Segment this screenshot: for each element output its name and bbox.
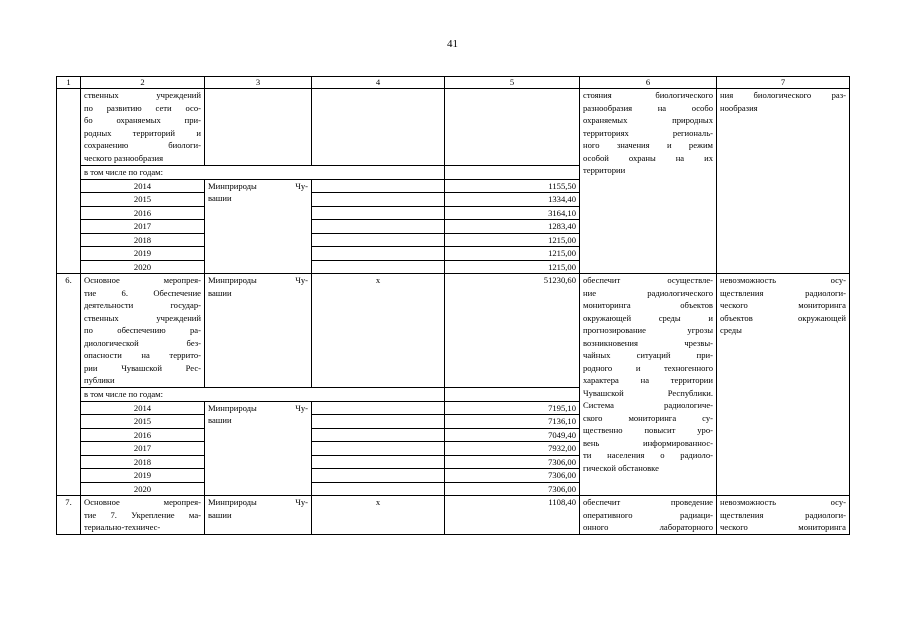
col4-cell (312, 193, 445, 207)
col4-cell (312, 247, 445, 261)
year-cell: 2019 (81, 247, 205, 261)
col4-cell (312, 220, 445, 234)
result-cell: обеспечит проведение оперативного радиаци- онного лабораторного (580, 496, 717, 535)
amount-cell: 7049,40 (445, 428, 580, 442)
risk-cell: невозможность осу- ществления радиологи- ческого мониторинга (717, 496, 850, 535)
amount-cell (445, 166, 580, 180)
by-years-label: в том числе по годам: (81, 166, 445, 180)
col4-cell: х (312, 496, 445, 535)
amount-cell: 1215,00 (445, 247, 580, 261)
year-cell: 2016 (81, 428, 205, 442)
executor-cell: Минприроды Чу- вашии (205, 401, 312, 496)
year-cell: 2018 (81, 455, 205, 469)
risk-cell: невозможность осу- ществления радиологи- ческого мониторинга объектов окружающей среды (717, 274, 850, 496)
amount-cell: 51230,60 (445, 274, 580, 388)
amount-cell: 1334,40 (445, 193, 580, 207)
col4-cell (312, 179, 445, 193)
executor-cell: Минприроды Чу- вашии (205, 179, 312, 274)
measure-name-cell: ственных учреждений по развитию сети осо- бо охраняемых при- родных территорий и сохранению биологи- ческого разнообразия (81, 89, 205, 166)
result-cell: обеспечит осуществле- ние радиологического мониторинга объектов окружающей среды и прогнозирование угрозы возникновения чрезвы- чайных ситуаций при- родного и техногенного характера на территории Чувашской Республики. Система радиологиче- ского мониторинга су- щественно повысит уро- вень информированнос- ти населения о радиоло- гической обстановке (580, 274, 717, 496)
amount-cell (445, 89, 580, 166)
col-header-3: 3 (205, 77, 312, 89)
year-cell: 2020 (81, 482, 205, 496)
col-header-7: 7 (717, 77, 850, 89)
col4-cell (312, 415, 445, 429)
executor-cell (205, 89, 312, 166)
year-cell: 2017 (81, 442, 205, 456)
amount-cell: 1215,00 (445, 233, 580, 247)
risk-cell: ния биологического раз- нообразия (717, 89, 850, 274)
year-cell: 2014 (81, 179, 205, 193)
row-number-cell (57, 89, 81, 274)
year-cell: 2018 (81, 233, 205, 247)
col4-cell (312, 442, 445, 456)
col4-cell (312, 206, 445, 220)
amount-cell: 1108,40 (445, 496, 580, 535)
amount-cell: 7136,10 (445, 415, 580, 429)
amount-cell: 1215,00 (445, 260, 580, 274)
year-cell: 2017 (81, 220, 205, 234)
program-table (56, 76, 850, 535)
amount-cell: 3164,10 (445, 206, 580, 220)
col4-cell (312, 233, 445, 247)
col4-cell (312, 428, 445, 442)
result-cell: стояния биологического разнообразия на особо охраняемых природных территориях региональ- ного значения и режим особой охраны на их территории (580, 89, 717, 274)
page-number: 41 (447, 38, 458, 50)
col-header-4: 4 (312, 77, 445, 89)
year-cell: 2014 (81, 401, 205, 415)
row-number-cell: 6. (57, 274, 81, 496)
table-row (57, 89, 850, 166)
col-header-1: 1 (57, 77, 81, 89)
year-cell: 2015 (81, 193, 205, 207)
col4-cell: х (312, 274, 445, 388)
col4-cell (312, 260, 445, 274)
year-cell: 2020 (81, 260, 205, 274)
table-row (57, 496, 850, 535)
col4-cell (312, 482, 445, 496)
amount-cell (445, 388, 580, 402)
amount-cell: 7195,10 (445, 401, 580, 415)
col4-cell (312, 401, 445, 415)
year-cell: 2015 (81, 415, 205, 429)
col-header-2: 2 (81, 77, 205, 89)
col4-cell (312, 455, 445, 469)
col-header-5: 5 (445, 77, 580, 89)
by-years-label: в том числе по годам: (81, 388, 445, 402)
executor-cell: Минприроды Чу- вашии (205, 496, 312, 535)
amount-cell: 1155,50 (445, 179, 580, 193)
column-number-row (57, 77, 850, 89)
measure-name-cell: Основное меропрея- тие 6. Обеспечение деятельности государ- ственных учреждений по обеспечению ра- диологической без- опасности на террито- рии Чувашской Рес- публики (81, 274, 205, 388)
amount-cell: 7306,00 (445, 482, 580, 496)
amount-cell: 7306,00 (445, 469, 580, 483)
measure-name-cell: Основное меропрея- тие 7. Укрепление ма- териально-техничес- (81, 496, 205, 535)
amount-cell: 7932,00 (445, 442, 580, 456)
year-cell: 2019 (81, 469, 205, 483)
table-row (57, 274, 850, 388)
col-header-6: 6 (580, 77, 717, 89)
col4-cell (312, 89, 445, 166)
executor-cell: Минприроды Чу- вашии (205, 274, 312, 388)
row-number-cell: 7. (57, 496, 81, 535)
amount-cell: 1283,40 (445, 220, 580, 234)
amount-cell: 7306,00 (445, 455, 580, 469)
col4-cell (312, 469, 445, 483)
year-cell: 2016 (81, 206, 205, 220)
